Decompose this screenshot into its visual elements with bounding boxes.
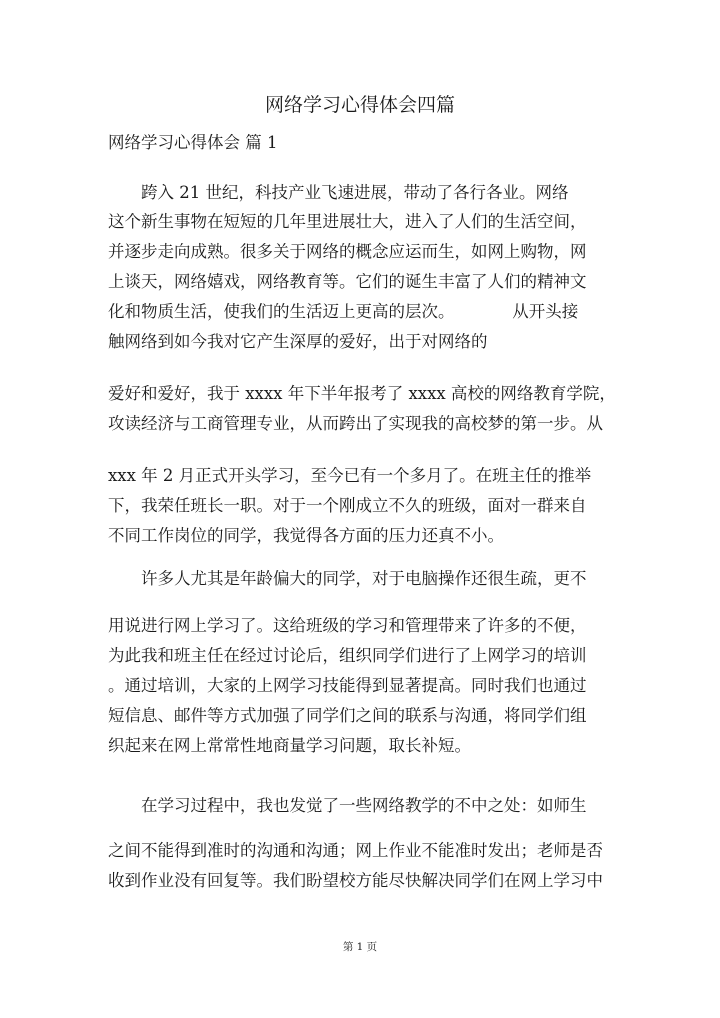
body-line: 爱好和爱好，我于 xxxx 年下半年报考了 xxxx 高校的网络教育学院， [108,384,616,403]
body-line: 下，我荣任班长一职。对于一个刚成立不久的班级，面对一群来自 [108,496,587,515]
body-line: 。通过培训，大家的上网学习技能得到显著提高。同时我们也通过 [108,676,587,695]
body-line: 许多人尤其是年龄偏大的同学，对于电脑操作还很生疏，更不 [108,569,587,588]
body-line: 并逐步走向成熟。很多关于网络的概念应运而生，如网上购物，网 [108,242,587,261]
body-line: 短信息、邮件等方式加强了同学们之间的联系与沟通，将同学们组 [108,706,587,725]
body-line: 之间不能得到准时的沟通和沟通；网上作业不能准时发出；老师是否 [108,841,603,860]
document-title: 网络学习心得体会四篇 [264,94,455,116]
body-line: 不同工作岗位的同学，我觉得各方面的压力还真不小。 [108,526,504,545]
page-number: 第 1 页 [342,941,378,953]
body-line: 化和物质生活，使我们的生活迈上更高的层次。 从开头接 [108,302,579,321]
body-line: 触网络到如今我对它产生深厚的爱好，出于对网络的 [108,332,488,351]
body-line: 为此我和班主任在经过讨论后，组织同学们进行了上网学习的培训 [108,646,587,665]
body-line: 织起来在网上常常性地商量学习问题，取长补短。 [108,736,471,755]
section-heading: 网络学习心得体会 篇 1 [108,133,278,152]
body-line: 这个新生事物在短短的几年里进展壮大，进入了人们的生活空间， [108,212,587,231]
body-line: 攻读经济与工商管理专业，从而跨出了实现我的高校梦的第一步。从 [108,414,603,433]
body-line: 收到作业没有回复等。我们盼望校方能尽快解决同学们在网上学习中 [108,871,603,890]
body-line: 上谈天，网络嬉戏，网络教育等。它们的诞生丰富了人们的精神文 [108,272,587,291]
body-line: 用说进行网上学习了。这给班级的学习和管理带来了许多的不便， [108,616,587,635]
body-line: 在学习过程中，我也发觉了一些网络教学的不中之处：如师生 [108,796,587,815]
body-line: 跨入 21 世纪，科技产业飞速进展，带动了各行各业。网络 [108,183,569,202]
body-line: xxx 年 2 月正式开头学习，至今已有一个多月了。在班主任的推举 [108,466,592,485]
